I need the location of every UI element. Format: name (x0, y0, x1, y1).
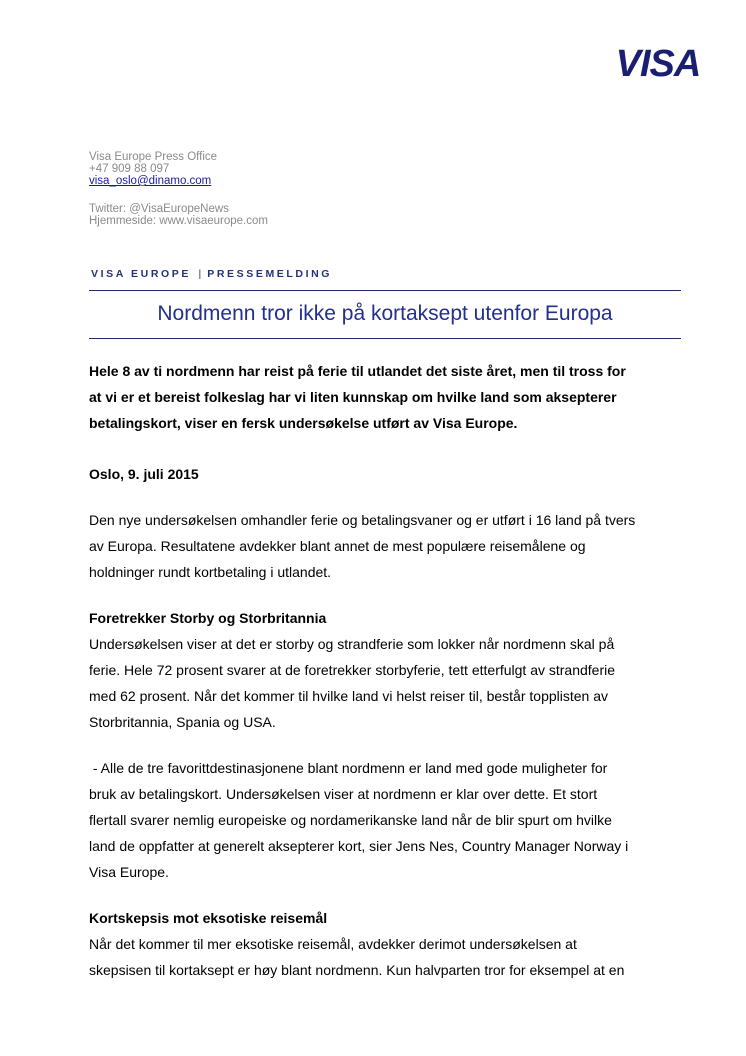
kicker (91, 268, 332, 280)
lead-line: betalingskort, viser en fersk undersøkelse utført av Visa Europe. (89, 415, 518, 431)
lead-line: Hele 8 av ti nordmenn har reist på ferie til utlandet det siste året, men til tross for (89, 363, 626, 379)
quote-line: - Alle de tre favorittdestinasjonene blant nordmenn er land med gode muligheter for (89, 760, 608, 776)
dateline: Oslo, 9. juli 2015 (89, 466, 199, 482)
paragraph-line: Den nye undersøkelsen omhandler ferie og betalingsvaner og er utført i 16 land på tvers (89, 512, 636, 528)
kicker-org: VISA EUROPE (91, 268, 191, 280)
paragraph-line: med 62 prosent. Når det kommer til hvilke land vi helst reiser til, består topplisten av (89, 688, 609, 704)
email-link[interactable]: visa_oslo@dinamo.com (89, 175, 212, 187)
phone-number: +47 909 88 097 (89, 163, 170, 175)
website: Hjemmeside: www.visaeurope.com (89, 215, 268, 227)
paragraph-line: av Europa. Resultatene avdekker blant annet de mest populære reisemålene og (89, 538, 586, 554)
quote-line: land de oppfatter at generelt aksepterer kort, sier Jens Nes, Country Manager Norway i (89, 838, 629, 854)
paragraph-line: Undersøkelsen viser at det er storby og strandferie som lokker når nordmenn skal på (89, 636, 615, 652)
paragraph-line: Storbritannia, Spania og USA. (89, 714, 276, 730)
headline: Nordmenn tror ikke på kortaksept utenfor Europa (157, 302, 613, 325)
headline-rule-top (89, 290, 681, 291)
visa-logo (608, 40, 708, 82)
quote-line: flertall svarer nemlig europeiske og nordamerikanske land når de blir spurt om hvilke (89, 812, 612, 828)
quote-line: bruk av betalingskort. Undersøkelsen viser at nordmenn er klar over dette. Et stort (89, 786, 598, 802)
visa-logo-text: VISA (615, 43, 701, 82)
quote-line: Visa Europe. (89, 864, 169, 880)
section-heading: Kortskepsis mot eksotiske reisemål (89, 910, 328, 926)
press-office: Visa Europe Press Office (89, 151, 218, 163)
paragraph-line: Når det kommer til mer eksotiske reisemål, avdekker derimot undersøkelsen at (89, 936, 577, 952)
headline-rule-bottom (89, 338, 681, 339)
kicker-type: PRESSEMELDING (207, 268, 333, 280)
paragraph-line: ferie. Hele 72 prosent svarer at de foretrekker storbyferie, tett etterfulgt av strandferie (89, 662, 616, 678)
article-body (89, 358, 689, 983)
twitter-handle: Twitter: @VisaEuropeNews (89, 203, 229, 215)
paragraph-line: holdninger rundt kortbetaling i utlandet. (89, 564, 332, 580)
lead-line: at vi er et bereist folkeslag har vi liten kunnskap om hvilke land som aksepterer (89, 389, 617, 405)
section-heading: Foretrekker Storby og Storbritannia (89, 610, 327, 626)
kicker-separator: | (198, 268, 202, 280)
paragraph-line: skepsisen til kortaksept er høy blant nordmenn. Kun halvparten tror for eksempel at en (89, 962, 625, 978)
contact-block (89, 151, 268, 227)
